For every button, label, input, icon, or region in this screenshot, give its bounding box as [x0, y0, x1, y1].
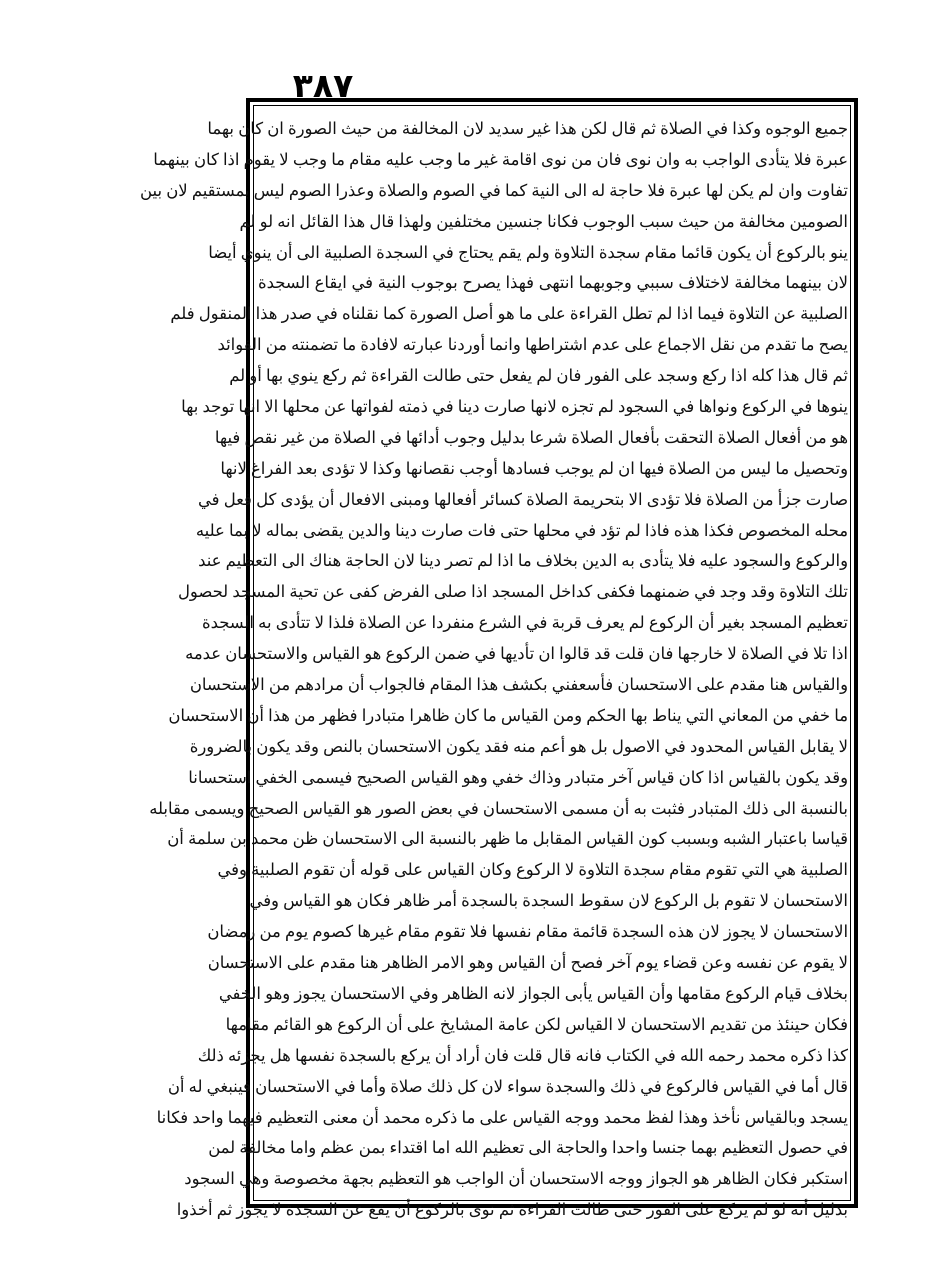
text-line: تفاوت وان لم يكن لها عبرة فلا حاجة له الى النية كما في الصوم والصلاة وعذرا الصوم ليس بمستقيم لان بين — [140, 180, 848, 200]
text-line: لان بينهما مخالفة لاختلاف سببي وجوبهما انتهى فهذا يصرح بوجوب النية في ايقاع السجدة — [258, 273, 848, 293]
text-line: جميع الوجوه وكذا في الصلاة ثم قال لكن هذا غير سديد لان المخالفة من حيث الصورة ان كان بهما — [207, 119, 848, 138]
text-line: عبرة فلا يتأدى الواجب به وان نوى فان من نوى اقامة غير ما وجب عليه مقام ما وجب لا يقوم اذا كان بينهما — [153, 149, 848, 169]
text-line: قال أما في القياس فالركوع في ذلك والسجدة سواء لان كل ذلك صلاة وأما في الاستحسان فينبغي له أن — [167, 1076, 848, 1096]
text-line: يسجد وبالقياس نأخذ وهذا لفظ محمد ووجه القياس على ما ذكره محمد أن معنى التعظيم فيهما واحد فكانا — [156, 1107, 848, 1127]
text-line: ينو بالركوع أن يكون قائما مقام سجدة التلاوة ولم يقم يحتاج في السجدة الصلبية الى أن ينوي أيضا — [208, 242, 848, 262]
text-line: لا يقوم عن نفسه وعن قضاء يوم آخر فصح أن القياس وهو الامر الظاهر هنا مقدم على الاستحسان — [207, 953, 848, 973]
text-line: اذا تلا في الصلاة لا خارجها فان قلت قد قالوا ان تأديها في ضمن الركوع هو القياس والاستحسان عدمه — [185, 644, 848, 664]
text-line: محله المخصوص فكذا هذه فاذا لم تؤد في محلها حتى فات صارت دينا والدين يقضى بماله لا بما عليه — [195, 520, 848, 540]
text-line: كذا ذكره محمد رحمه الله في الكتاب فانه قال قلت فان أراد أن يركع بالسجدة نفسها هل يجزئه ذلك — [197, 1045, 848, 1065]
text-line: في حصول التعظيم بهما جنسا واحدا والحاجة الى تعظيم الله اما اقتداء بمن عظم واما مخالفة لمن — [208, 1138, 848, 1158]
text-line: بخلاف قيام الركوع مقامها وأن القياس يأبى الجواز لانه الظاهر وفي الاستحسان يجوز وهو الخفي — [218, 983, 848, 1003]
text-line: يصح ما تقدم من نقل الاجماع على عدم اشتراطها وانما أوردنا عبارته لافادة ما تضمنته من الفوائد — [217, 335, 848, 355]
text-line: صارت جزأ من الصلاة فلا تؤدى الا بتحريمة الصلاة كسائر أفعالها ومبنى الافعال أن يؤدى كل فعل في — [198, 489, 848, 509]
text-line: الصومين مخالفة من حيث سبب الوجوب فكانا جنسين مختلفين ولهذا قال هذا القائل انه لو لم — [239, 211, 848, 231]
text-line: هو من أفعال الصلاة التحقت بأفعال الصلاة شرعا بدليل وجوب أدائها في الصلاة من غير نقص فيها — [214, 427, 848, 447]
text-line: قياسا باعتبار الشبه وبسبب كون القياس المقابل ما ظهر بالنسبة الى الاستحسان ظن محمد بن سلمة أن — [167, 829, 848, 849]
text-line: الاستحسان لا يجوز لان هذه السجدة قائمة مقام نفسها فلا تقوم مقام غيرها كصوم يوم من رمضان — [207, 922, 848, 942]
text-line: فكان حينئذ من تقديم الاستحسان لا القياس لكن عامة المشايخ على أن الركوع هو القائم مقامها — [225, 1014, 848, 1034]
text-line: الصلبية هي التي تقوم مقام سجدة التلاوة لا الركوع وكان القياس على قوله أن تقوم الصلبية وفي — [217, 860, 848, 880]
text-line: استكبر فكان الظاهر هو الجواز ووجه الاستحسان أن الواجب هو التعظيم بجهة مخصوصة وهي السجود — [184, 1169, 848, 1189]
text-line: الصلبية عن التلاوة فيما اذا لم تطل القراءة على ما هو أصل الصورة كما نقلناه في صدر هذا المنقول فلم — [170, 304, 848, 324]
text-line: ثم قال هذا كله اذا ركع وسجد على الفور فان لم يفعل حتى طالت القراءة ثم ركع ينوي بها أو لم — [229, 366, 848, 386]
text-line: بالنسبة الى ذلك المتبادر فثبت به أن مسمى الاستحسان في بعض الصور هو القياس الصحيح ويسمى مقابله — [149, 798, 848, 818]
text-line: ما خفي من المعاني التي يناط بها الحكم ومن القياس ما كان ظاهرا متبادرا فظهر من هذا أن الاستحسان — [168, 705, 848, 725]
text-line: ينوها في الركوع ونواها في السجود لم تجزه لانها صارت دينا في ذمته لفواتها عن محلها الا انها توجد بها — [181, 397, 848, 417]
text-line: وتحصيل ما ليس من الصلاة فيها ان لم يوجب فسادها أوجب نقصانها وكذا لا تؤدى بعد الفراغ لانها — [220, 458, 848, 478]
text-line: وقد يكون بالقياس اذا كان قياس آخر متبادر وذاك خفي وهو القياس الصحيح فيسمى الخفي استحسانا — [188, 767, 848, 787]
text-line: والركوع والسجود عليه فلا يتأدى به الدين بخلاف ما اذا لم تصر دينا لان الحاجة هناك الى التعظيم عند — [198, 551, 848, 571]
text-line: لا يقابل القياس المحدود في الاصول بل هو أعم منه فقد يكون الاستحسان بالنص وقد يكون بالضرورة — [189, 736, 848, 756]
text-line: تلك التلاوة وقد وجد في ضمنهما فكفى كداخل المسجد اذا صلى الفرض كفى عن تحية المسجد لحصول — [178, 582, 848, 602]
main-text-block — [140, 114, 848, 1220]
text-line: والقياس هنا مقدم على الاستحسان فأسعفني بكشف هذا المقام فالجواب أن مرادهم من الاستحسان — [189, 675, 848, 695]
text-line: بدليل أنه لو لم يركع على الفور حتى طالت القراءة ثم نوى بالركوع أن يقع عن السجدة لا يجوز ثم أخذوا — [176, 1200, 848, 1220]
text-line: الاستحسان لا تقوم بل الركوع لان سقوط السجدة بالسجدة أمر ظاهر فكان هو القياس وفي — [249, 891, 848, 911]
text-line: تعظيم المسجد بغير أن الركوع لم يعرف قربة في الشرع منفردا عن الصلاة فلذا لا تتأدى به السجدة — [202, 613, 848, 633]
page-number: ٣٨٧ — [292, 66, 354, 105]
